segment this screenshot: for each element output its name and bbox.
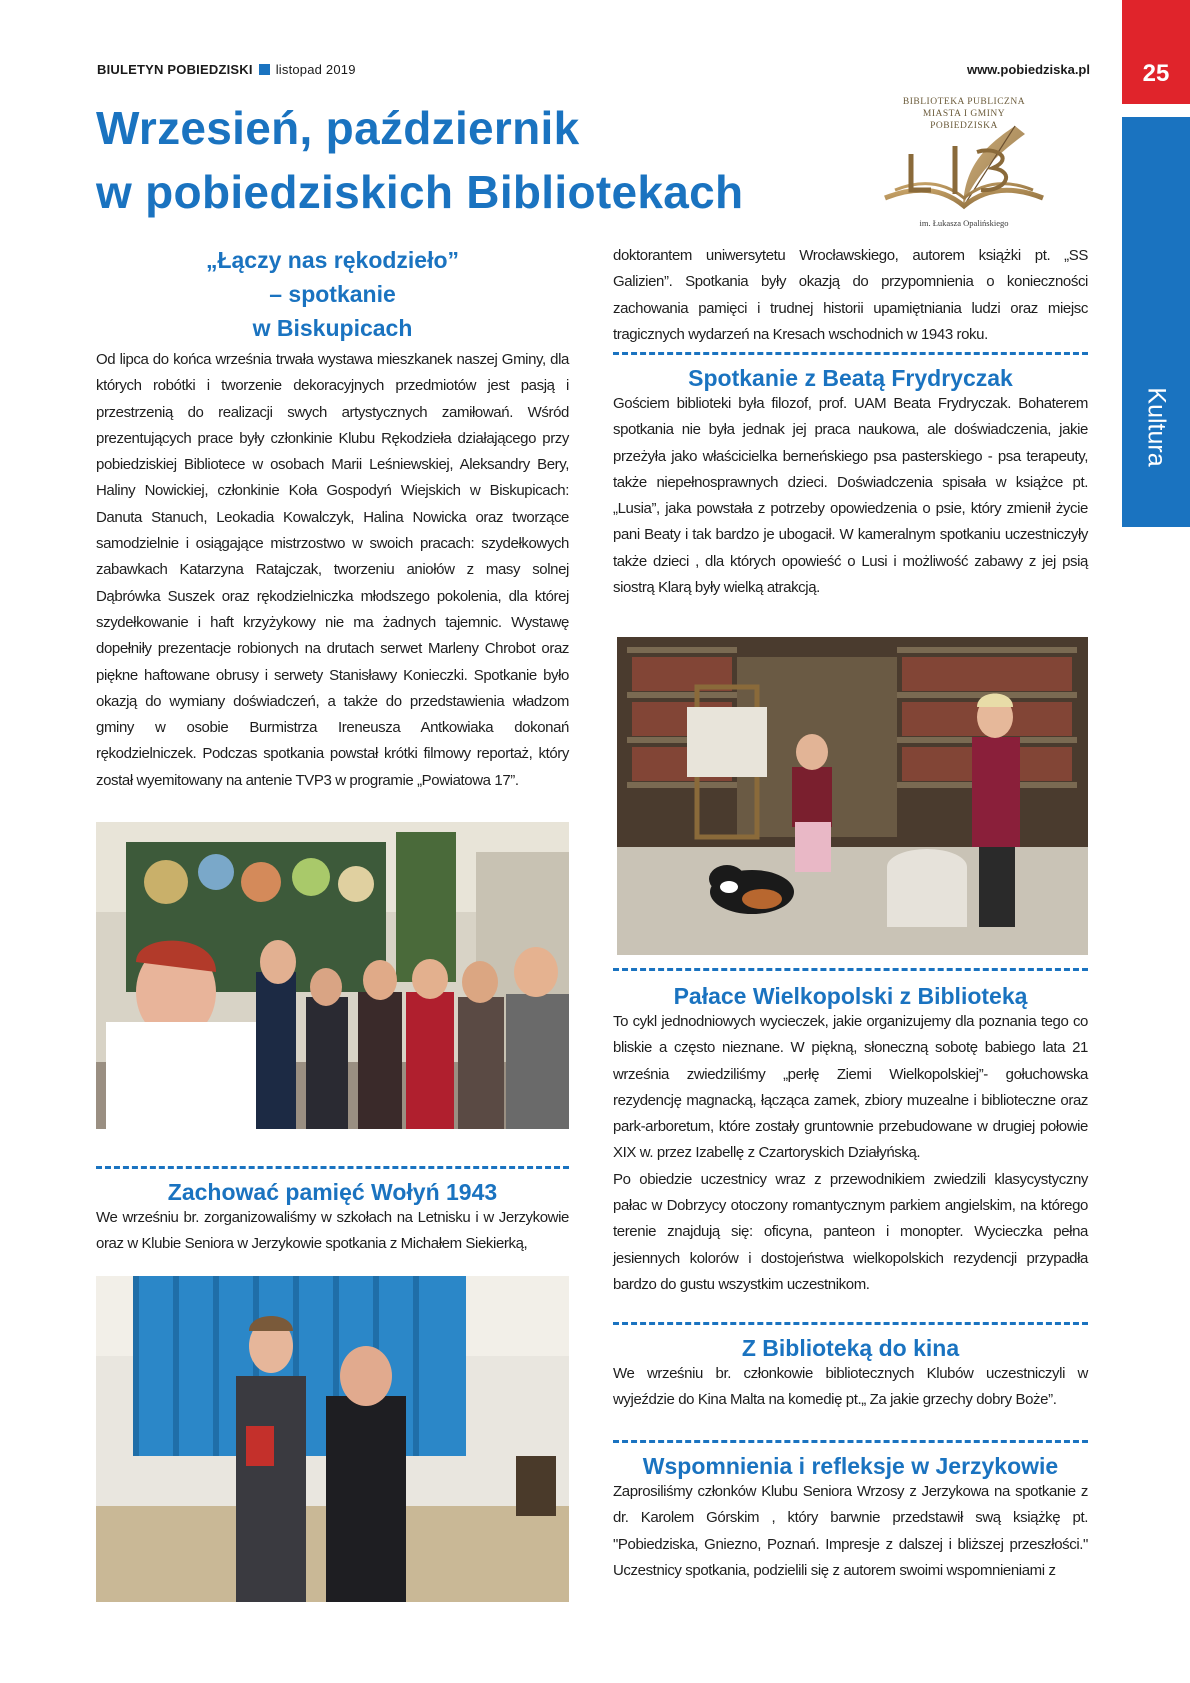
article-handicraft: [96, 243, 569, 794]
section-divider: [96, 1166, 569, 1169]
article-palaces: [613, 968, 1088, 1298]
article-cinema: [613, 1322, 1088, 1414]
article-volhynia-body-left: We wrześniu br. zorganizowaliśmy w szkołach na Letnisku i w Jerzykowie oraz w Klubie Seniora w Jerzykowie spotkania z Michałem Siekierką,: [96, 1209, 569, 1253]
article-volhynia-continued: [613, 243, 1088, 348]
article-palaces-body-1: To cykl jednodniowych wycieczek, jakie organizujemy dla poznania tego co bliskie a często nieznane. W piękną, słoneczną sobotę babiego lata 21 września zwiedziliśmy „perłę Ziemi Wielkopolskiej”- gołuchowska rezydencję magnacką, łącząca zamek, zbiory muzealne i biblioteczne oraz park-arboretum, które zostały gruntownie przebudowane w drugiej połowie XIX w. przez Izabellę z Czartoryskich Działyńską.: [613, 1013, 1088, 1162]
publication-title: BIULETYN POBIEDZISKI: [97, 62, 253, 77]
article-frydryczak: [613, 352, 1088, 601]
issue-date: listopad 2019: [275, 62, 356, 77]
article-volhynia-title: Zachować pamięć Wołyń 1943: [167, 1179, 498, 1205]
article-frydryczak-body: Gościem biblioteki była filozof, prof. UAM Beata Frydryczak. Bohaterem spotkania nie była jednak jej praca naukowa, ale doświadczenia, jakie przeżyła jako właścicielka berneńskiego psa pasterskiego - psa terapeuty, także niepełnosprawnych dzieci. Doświadczenia spisała w książce pt. „Lusia”, jaka powstała z potrzeby opowiedzenia o psie, który zmienił życie pani Beaty i tak bardzo je ubogacił. W kameralnym spotkaniu uczestniczyły także dzieci , dla których opowieść o Lusi i możliwość zabawy z jej psią siostrą Klarą były wielką atrakcją.: [613, 395, 1088, 597]
article-memories: [613, 1440, 1088, 1584]
article-palaces-title: Pałace Wielkopolski z Biblioteką: [673, 983, 1028, 1009]
article-memories-body: Zaprosiliśmy członków Klubu Seniora Wrzosy z Jerzykowa na spotkanie z dr. Karolem Górskim , który barwnie przedstawił swą książkę pt. "Pobiedziska, Gniezno, Poznań. Impresje z dalszej i bliższej przeszłości." Uczestnicy spotkania, podzielili się z autorem swoimi wspomnieniami z: [613, 1483, 1088, 1579]
page-title-line1: Wrzesień, październik: [96, 102, 580, 154]
frydryczak-meeting-photo: [617, 637, 1088, 955]
section-divider: [613, 1440, 1088, 1443]
article-handicraft-title: „Łączy nas rękodzieło” – spotkanie w Biskupicach: [205, 247, 460, 341]
article-cinema-title: Z Biblioteką do kina: [741, 1335, 960, 1361]
handicraft-group-photo: [96, 822, 569, 1129]
website-link[interactable]: www.pobiedziska.pl: [966, 62, 1090, 77]
article-palaces-body-2: Po obiedzie uczestnicy wraz z przewodnikiem zwiedzili klasycystyczny pałac w Dobrzycy otoczony romantycznym parkiem angielskim, na którego terenie znajdują się: oficyna, panteon i monopter. Wycieczka pełna jesiennych kolorów i dostojeństwa wielkopolskich rezydencji przypadła bardzo do gustu wszystkim uczestnikom.: [613, 1170, 1088, 1293]
article-volhynia-body-right: doktorantem uniwersytetu Wrocławskiego, autorem książki pt. „SS Galizien”. Spotkania były okazją do przypomnienia o konieczności zachowania pamięci i trudnej historii upamiętniania ludzi oraz miejsc tragicznych wydarzeń na Kresach wschodnich w 1943 roku.: [613, 247, 1088, 343]
logo-text: BIBLIOTEKA PUBLICZNA MIASTA I GMINY POBIEDZISKA: [902, 97, 1026, 131]
library-meeting-image: [617, 637, 1088, 955]
page-title-line2: w pobiedziskich Bibliotekach: [96, 166, 744, 218]
article-volhynia: [96, 1166, 569, 1258]
article-memories-title: Wspomnienia i refleksje w Jerzykowie: [642, 1453, 1059, 1479]
article-frydryczak-title: Spotkanie z Beatą Frydryczak: [688, 365, 1013, 391]
article-cinema-body: We wrześniu br. członkowie bibliotecznych Klubów uczestniczyli w wyjeździe do Kina Malta na komedię pt.„ Za jakie grzechy dobry Boże”.: [613, 1365, 1088, 1409]
section-divider: [613, 968, 1088, 971]
issue-header: [97, 62, 356, 77]
page-number: 25: [1122, 0, 1190, 104]
section-tab: [1122, 117, 1190, 527]
logo-subtitle: im. Łukasza Opalińskiego: [919, 218, 1009, 228]
meeting-photo-image: [96, 1276, 569, 1602]
group-photo-image: [96, 822, 569, 1129]
library-logo: [865, 96, 1063, 236]
page-title: [96, 96, 856, 224]
volhynia-meeting-photo: [96, 1276, 569, 1602]
header-square-marker: [259, 64, 270, 75]
section-divider: [613, 352, 1088, 355]
section-label: Kultura: [1142, 387, 1171, 467]
section-divider: [613, 1322, 1088, 1325]
article-handicraft-body: Od lipca do końca września trwała wystawa mieszkanek naszej Gminy, dla których robótki i tworzenie dekoracyjnych przedmiotów jest pasją i przestrzenią do realizacji swych artystycznych zamiłowań. Wśród prezentujących prace były członkinie Klubu Rękodzieła działającego przy pobiedziskiej Bibliotece w osobach Marii Leśniewskiej, Aleksandry Bery, Haliny Nowickiej, członkinie Koła Gospodyń Wiejskich w Biskupicach: Danuta Stanuch, Leokadia Kowalczyk, Halina Nowicka oraz tworzące samodzielnie i osiągające mistrzostwo w swoich pracach: szydełkowych zabawkach Katarzyna Ratajczak, tworzeniu aniołów z masy solnej Dąbrówka Suszek oraz rękodzielniczka młodszego pokolenia, dla której szydełkowanie i haft krzyżykowy nie ma żadnych tajemnic. Wystawę dopełniły prezentacje robionych na drutach serwet Marleny Chrobot oraz piękne haftowane obrusy i serwety Stanisławy Konieczki. Spotkanie było okazją do wymiany doświadczeń, a także do przedstawienia władzom gminy w osobie Burmistrza Ireneusza Antkowiaka dokonań rękodzielniczek. Podczas spotkania powstał krótki filmowy reportaż, który został wyemitowany na antenie TVP3 w programie „Powiatowa 17”.: [96, 351, 569, 789]
